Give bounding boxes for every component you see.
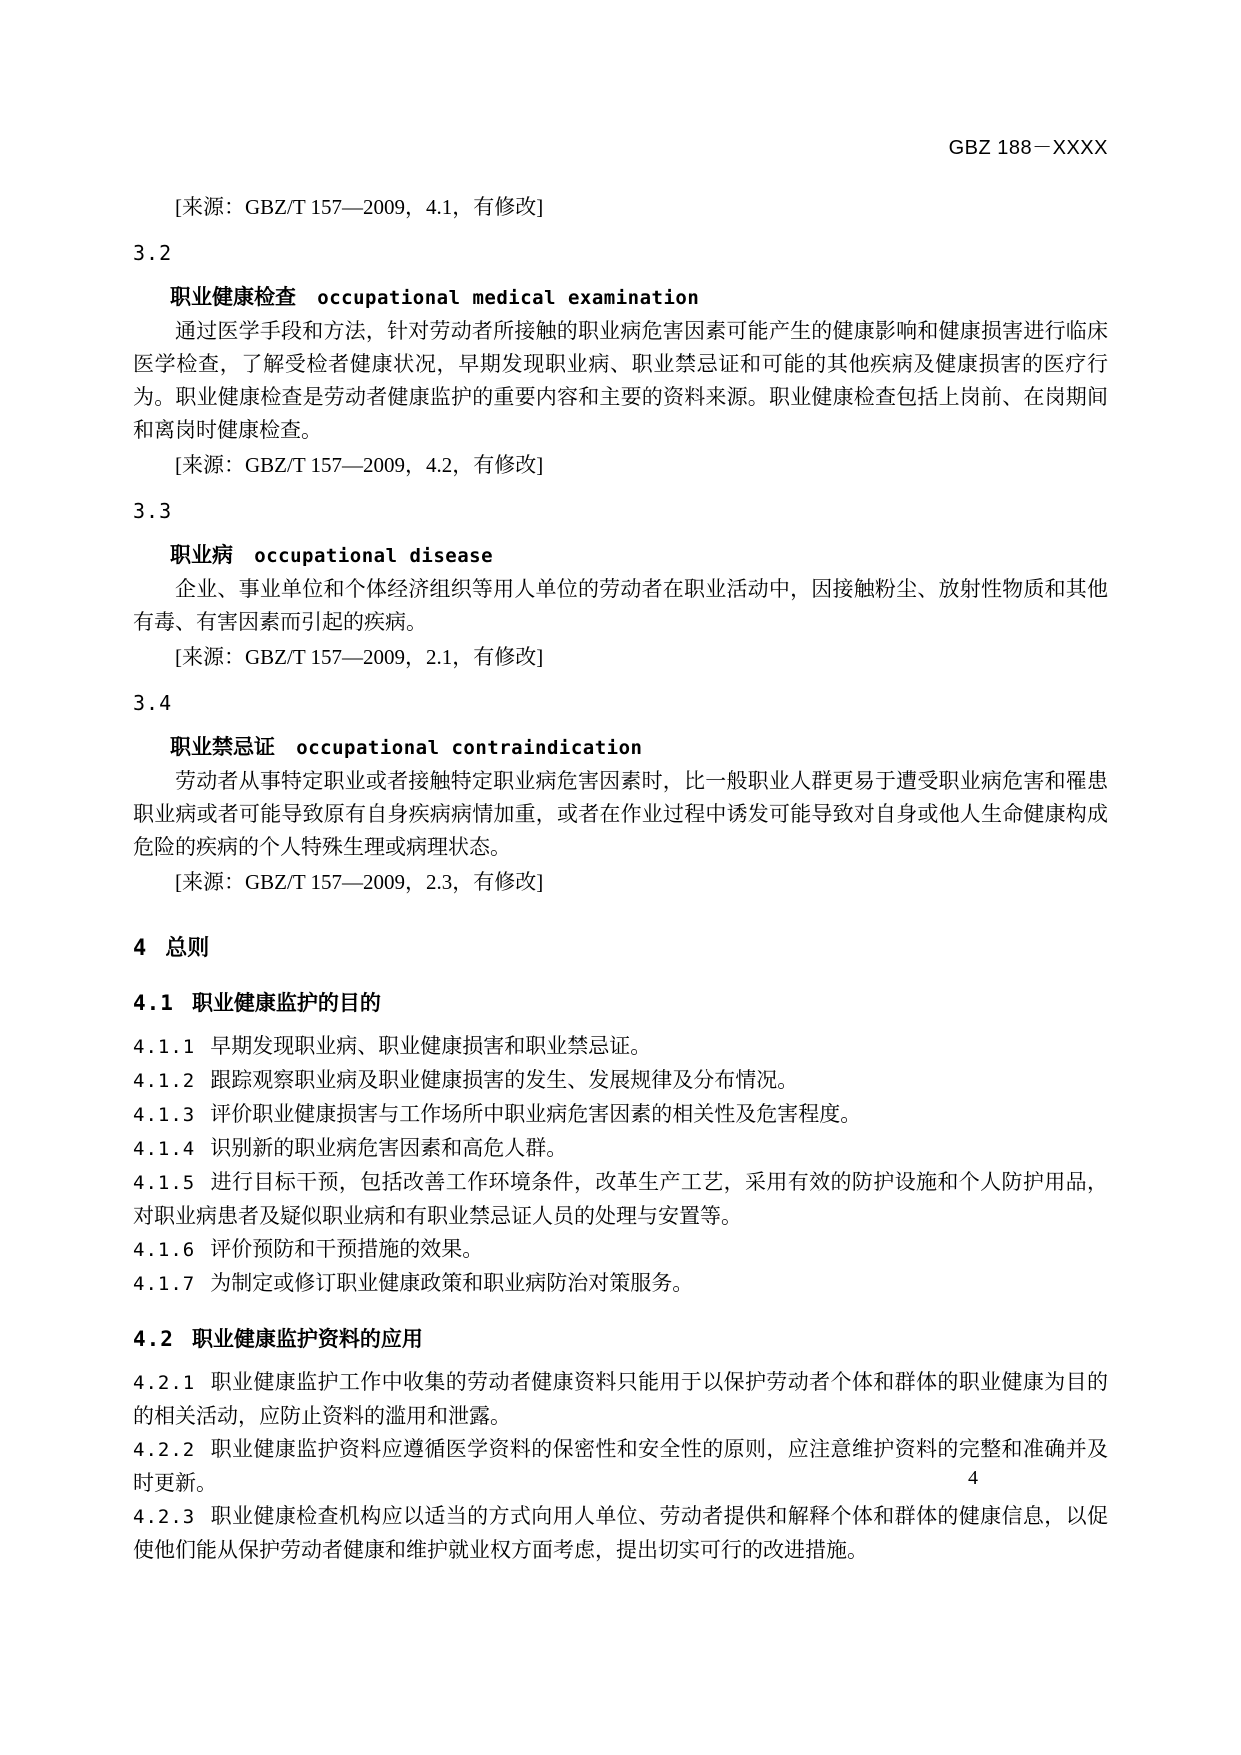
clause-text: 早期发现职业病、职业健康损害和职业禁忌证。 — [210, 1034, 652, 1058]
clause-text: 进行目标干预，包括改善工作环境条件，改革生产工艺，采用有效的防护设施和个人防护用品，对职业病患者及疑似职业病和有职业禁忌证人员的处理与安置等。 — [133, 1170, 1108, 1228]
page-number: 4 — [968, 1467, 978, 1489]
clause-number: 4.1.4 — [133, 1138, 196, 1160]
clause-number: 4.1.7 — [133, 1273, 196, 1295]
clause — [133, 1166, 1108, 1233]
term-name-en: occupational contraindication — [296, 737, 643, 759]
source-reference: [来源：GBZ/T 157—2009，2.1，有修改] — [175, 645, 544, 669]
subsection-title: 职业健康监护资料的应用 — [191, 1328, 423, 1351]
clause-number: 4.1.6 — [133, 1239, 196, 1261]
term-heading — [133, 539, 1108, 573]
source-reference: [来源：GBZ/T 157—2009，4.1，有修改] — [175, 195, 544, 219]
clause-text: 跟踪观察职业病及职业健康损害的发生、发展规律及分布情况。 — [210, 1068, 799, 1092]
term-definition: 通过医学手段和方法，针对劳动者所接触的职业病危害因素可能产生的健康影响和健康损害进行临床医学检查，了解受检者健康状况，早期发现职业病、职业禁忌证和可能的其他疾病及健康损害的医疗行为。职业健康检查是劳动者健康监护的重要内容和主要的资料来源。职业健康检查包括上岗前、在岗期间和离岗时健康检查。 — [133, 319, 1108, 442]
term-section-3-4 — [133, 687, 1108, 899]
term-definition: 企业、事业单位和个体经济组织等用人单位的劳动者在职业活动中，因接触粉尘、放射性物质和其他有毒、有害因素而引起的疾病。 — [133, 577, 1108, 634]
clause-text: 职业健康监护工作中收集的劳动者健康资料只能用于以保护劳动者个体和群体的职业健康为目的的相关活动，应防止资料的滥用和泄露。 — [133, 1370, 1108, 1428]
clause — [133, 1366, 1108, 1433]
clause-number: 4.1.2 — [133, 1070, 196, 1092]
subsection-heading-4-1 — [133, 987, 1108, 1020]
clause — [133, 1433, 1108, 1500]
clause-number: 4.1.1 — [133, 1036, 196, 1058]
clause — [133, 1267, 1108, 1301]
clause-text: 职业健康检查机构应以适当的方式向用人单位、劳动者提供和解释个体和群体的健康信息，以促使他们能从保护劳动者健康和维护就业权方面考虑，提出切实可行的改进措施。 — [133, 1504, 1108, 1562]
clause-text: 识别新的职业病危害因素和高危人群。 — [210, 1136, 568, 1160]
section-number: 3.4 — [133, 691, 173, 715]
term-name-en: occupational medical examination — [317, 287, 700, 309]
term-name-cn: 职业健康检查 — [170, 286, 296, 309]
subsection-title: 职业健康监护的目的 — [191, 992, 381, 1015]
clause — [133, 1030, 1108, 1064]
term-section-3-3 — [133, 495, 1108, 674]
source-reference: [来源：GBZ/T 157—2009，2.3，有修改] — [175, 870, 544, 894]
clause-number: 4.1.5 — [133, 1172, 196, 1194]
subsection-heading-4-2 — [133, 1323, 1108, 1356]
page-header — [133, 132, 1108, 165]
clause-text: 评价预防和干预措施的效果。 — [210, 1237, 484, 1261]
clause-number: 4.2.1 — [133, 1372, 196, 1394]
clause-group-4-2 — [133, 1366, 1108, 1567]
clause-group-4-1 — [133, 1030, 1108, 1301]
chapter-title: 总则 — [165, 935, 210, 960]
term-section-3-2 — [133, 237, 1108, 482]
term-heading — [133, 281, 1108, 315]
term-name-en: occupational disease — [254, 545, 494, 567]
chapter-heading — [133, 931, 1108, 965]
clause — [133, 1064, 1108, 1098]
subsection-number: 4.2 — [133, 1327, 174, 1351]
section-number: 3.2 — [133, 241, 173, 265]
clause-text: 职业健康监护资料应遵循医学资料的保密性和安全性的原则，应注意维护资料的完整和准确并及时更新。 — [133, 1437, 1108, 1495]
clause-number: 4.2.2 — [133, 1439, 196, 1461]
chapter-number: 4 — [133, 936, 148, 961]
section-number: 3.3 — [133, 499, 173, 523]
clause-text: 评价职业健康损害与工作场所中职业病危害因素的相关性及危害程度。 — [210, 1102, 862, 1126]
term-name-cn: 职业病 — [170, 544, 233, 567]
subsection-number: 4.1 — [133, 991, 174, 1015]
clause-number: 4.1.3 — [133, 1104, 196, 1126]
doc-code: GBZ 188－XXXX — [948, 137, 1108, 159]
clause-text: 为制定或修订职业健康政策和职业病防治对策服务。 — [210, 1271, 694, 1295]
clause — [133, 1132, 1108, 1166]
term-definition: 劳动者从事特定职业或者接触特定职业病危害因素时，比一般职业人群更易于遭受职业病危害和罹患职业病或者可能导致原有自身疾病病情加重，或者在作业过程中诱发可能导致对自身或他人生命健康构成危险的疾病的个人特殊生理或病理状态。 — [133, 769, 1108, 859]
term-heading — [133, 731, 1108, 765]
term-name-cn: 职业禁忌证 — [170, 736, 275, 759]
source-reference: [来源：GBZ/T 157—2009，4.2，有修改] — [175, 453, 544, 477]
clause — [133, 1500, 1108, 1567]
clause — [133, 1233, 1108, 1267]
clause-number: 4.2.3 — [133, 1506, 196, 1528]
clause — [133, 1098, 1108, 1132]
